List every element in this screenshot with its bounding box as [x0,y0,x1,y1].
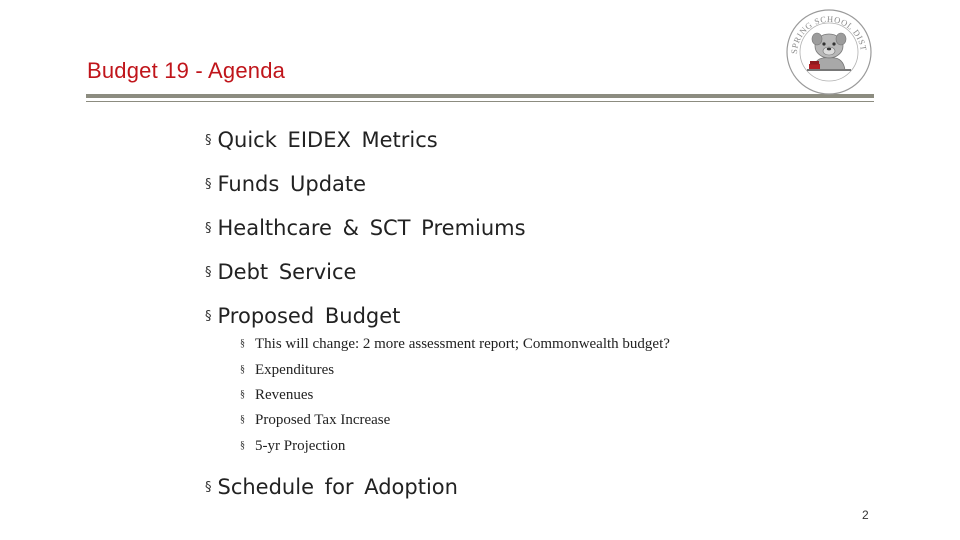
bullet-icon: § [240,364,245,375]
agenda-item-label: Quick EIDEX Metrics [217,128,438,152]
bullet-icon: § [205,177,212,192]
page-number: 2 [862,508,869,522]
bullet-icon: § [240,338,245,349]
agenda-sub-item [240,336,670,353]
agenda-sub-item [240,362,334,379]
agenda-item [205,172,366,196]
bullet-icon: § [205,265,212,280]
bullet-icon: § [240,440,245,451]
bullet-icon: § [205,309,212,324]
agenda-sub-item [240,387,313,404]
agenda-item [205,304,400,328]
bullet-icon: § [205,133,212,148]
agenda-sub-item-label: Revenues [255,387,314,403]
slide-title: Budget 19 - Agenda [87,58,286,83]
agenda-item [205,260,356,284]
bullet-icon: § [240,414,245,425]
logo-ring-text: SPRING SCHOOL DIST [788,13,869,55]
agenda-item-label: Debt Service [217,260,357,284]
agenda-sub-item-label: Expenditures [255,362,335,378]
agenda-item-label: Funds Update [217,172,367,196]
bullet-icon: § [205,480,212,495]
agenda-item-label: Schedule for Adoption [217,475,458,499]
agenda-sub-item [240,412,390,429]
agenda-item [205,216,526,240]
agenda-sub-item-label: This will change: 2 more assessment report; Commonwealth budget? [255,336,670,352]
agenda-item [205,475,458,499]
agenda-sub-item-label: Proposed Tax Increase [255,412,391,428]
agenda-item-label: Healthcare & SCT Premiums [217,216,526,240]
bullet-icon: § [240,389,245,400]
agenda-sub-item [240,438,345,455]
agenda-sub-item-label: 5-yr Projection [255,438,346,454]
agenda-item-label: Proposed Budget [217,304,401,328]
bullet-icon: § [205,221,212,236]
agenda-item [205,128,438,152]
